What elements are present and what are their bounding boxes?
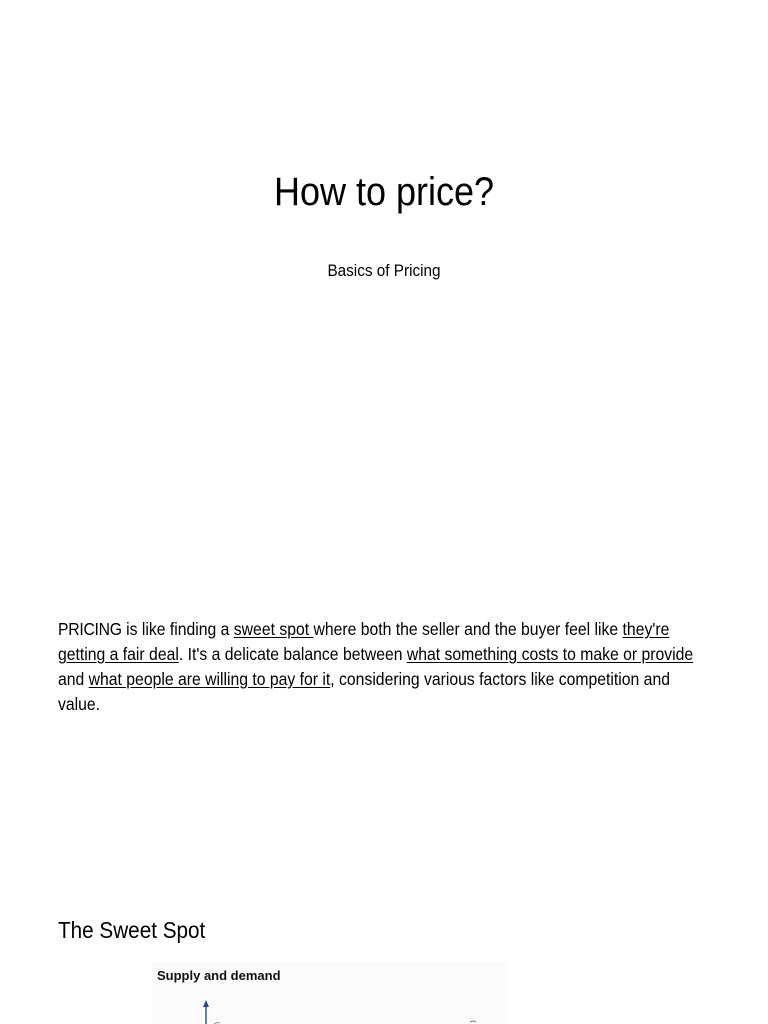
intro-text-5: , considering various factors like competition and value. <box>58 669 670 714</box>
intro-paragraph <box>58 617 706 717</box>
cost-phrase: what something costs to make or provide <box>406 644 694 664</box>
intro-text-1: is like finding a <box>121 619 234 639</box>
pricing-term: PRICING <box>58 619 122 639</box>
figure-graph <box>152 962 508 1024</box>
document-subtitle: Basics of Pricing <box>327 261 441 280</box>
fair-deal-phrase: they're getting a fair deal <box>58 619 670 664</box>
supply-demand-figure <box>152 962 508 1024</box>
willingness-phrase: what people are willing to pay for it <box>88 669 331 689</box>
section-heading: The Sweet Spot <box>58 917 206 943</box>
intro-text-2: where both the seller and the buyer feel like <box>313 619 623 639</box>
y-axis-arrowhead <box>203 1000 209 1007</box>
sweet-spot-phrase: sweet spot <box>233 619 314 639</box>
document-title: How to price? <box>273 170 495 214</box>
intro-text-4: and <box>58 669 89 689</box>
intro-text-3: . It's a delicate balance between <box>178 644 407 664</box>
figure-title: Supply and demand <box>157 968 281 983</box>
curve-end-mark <box>470 1021 476 1022</box>
